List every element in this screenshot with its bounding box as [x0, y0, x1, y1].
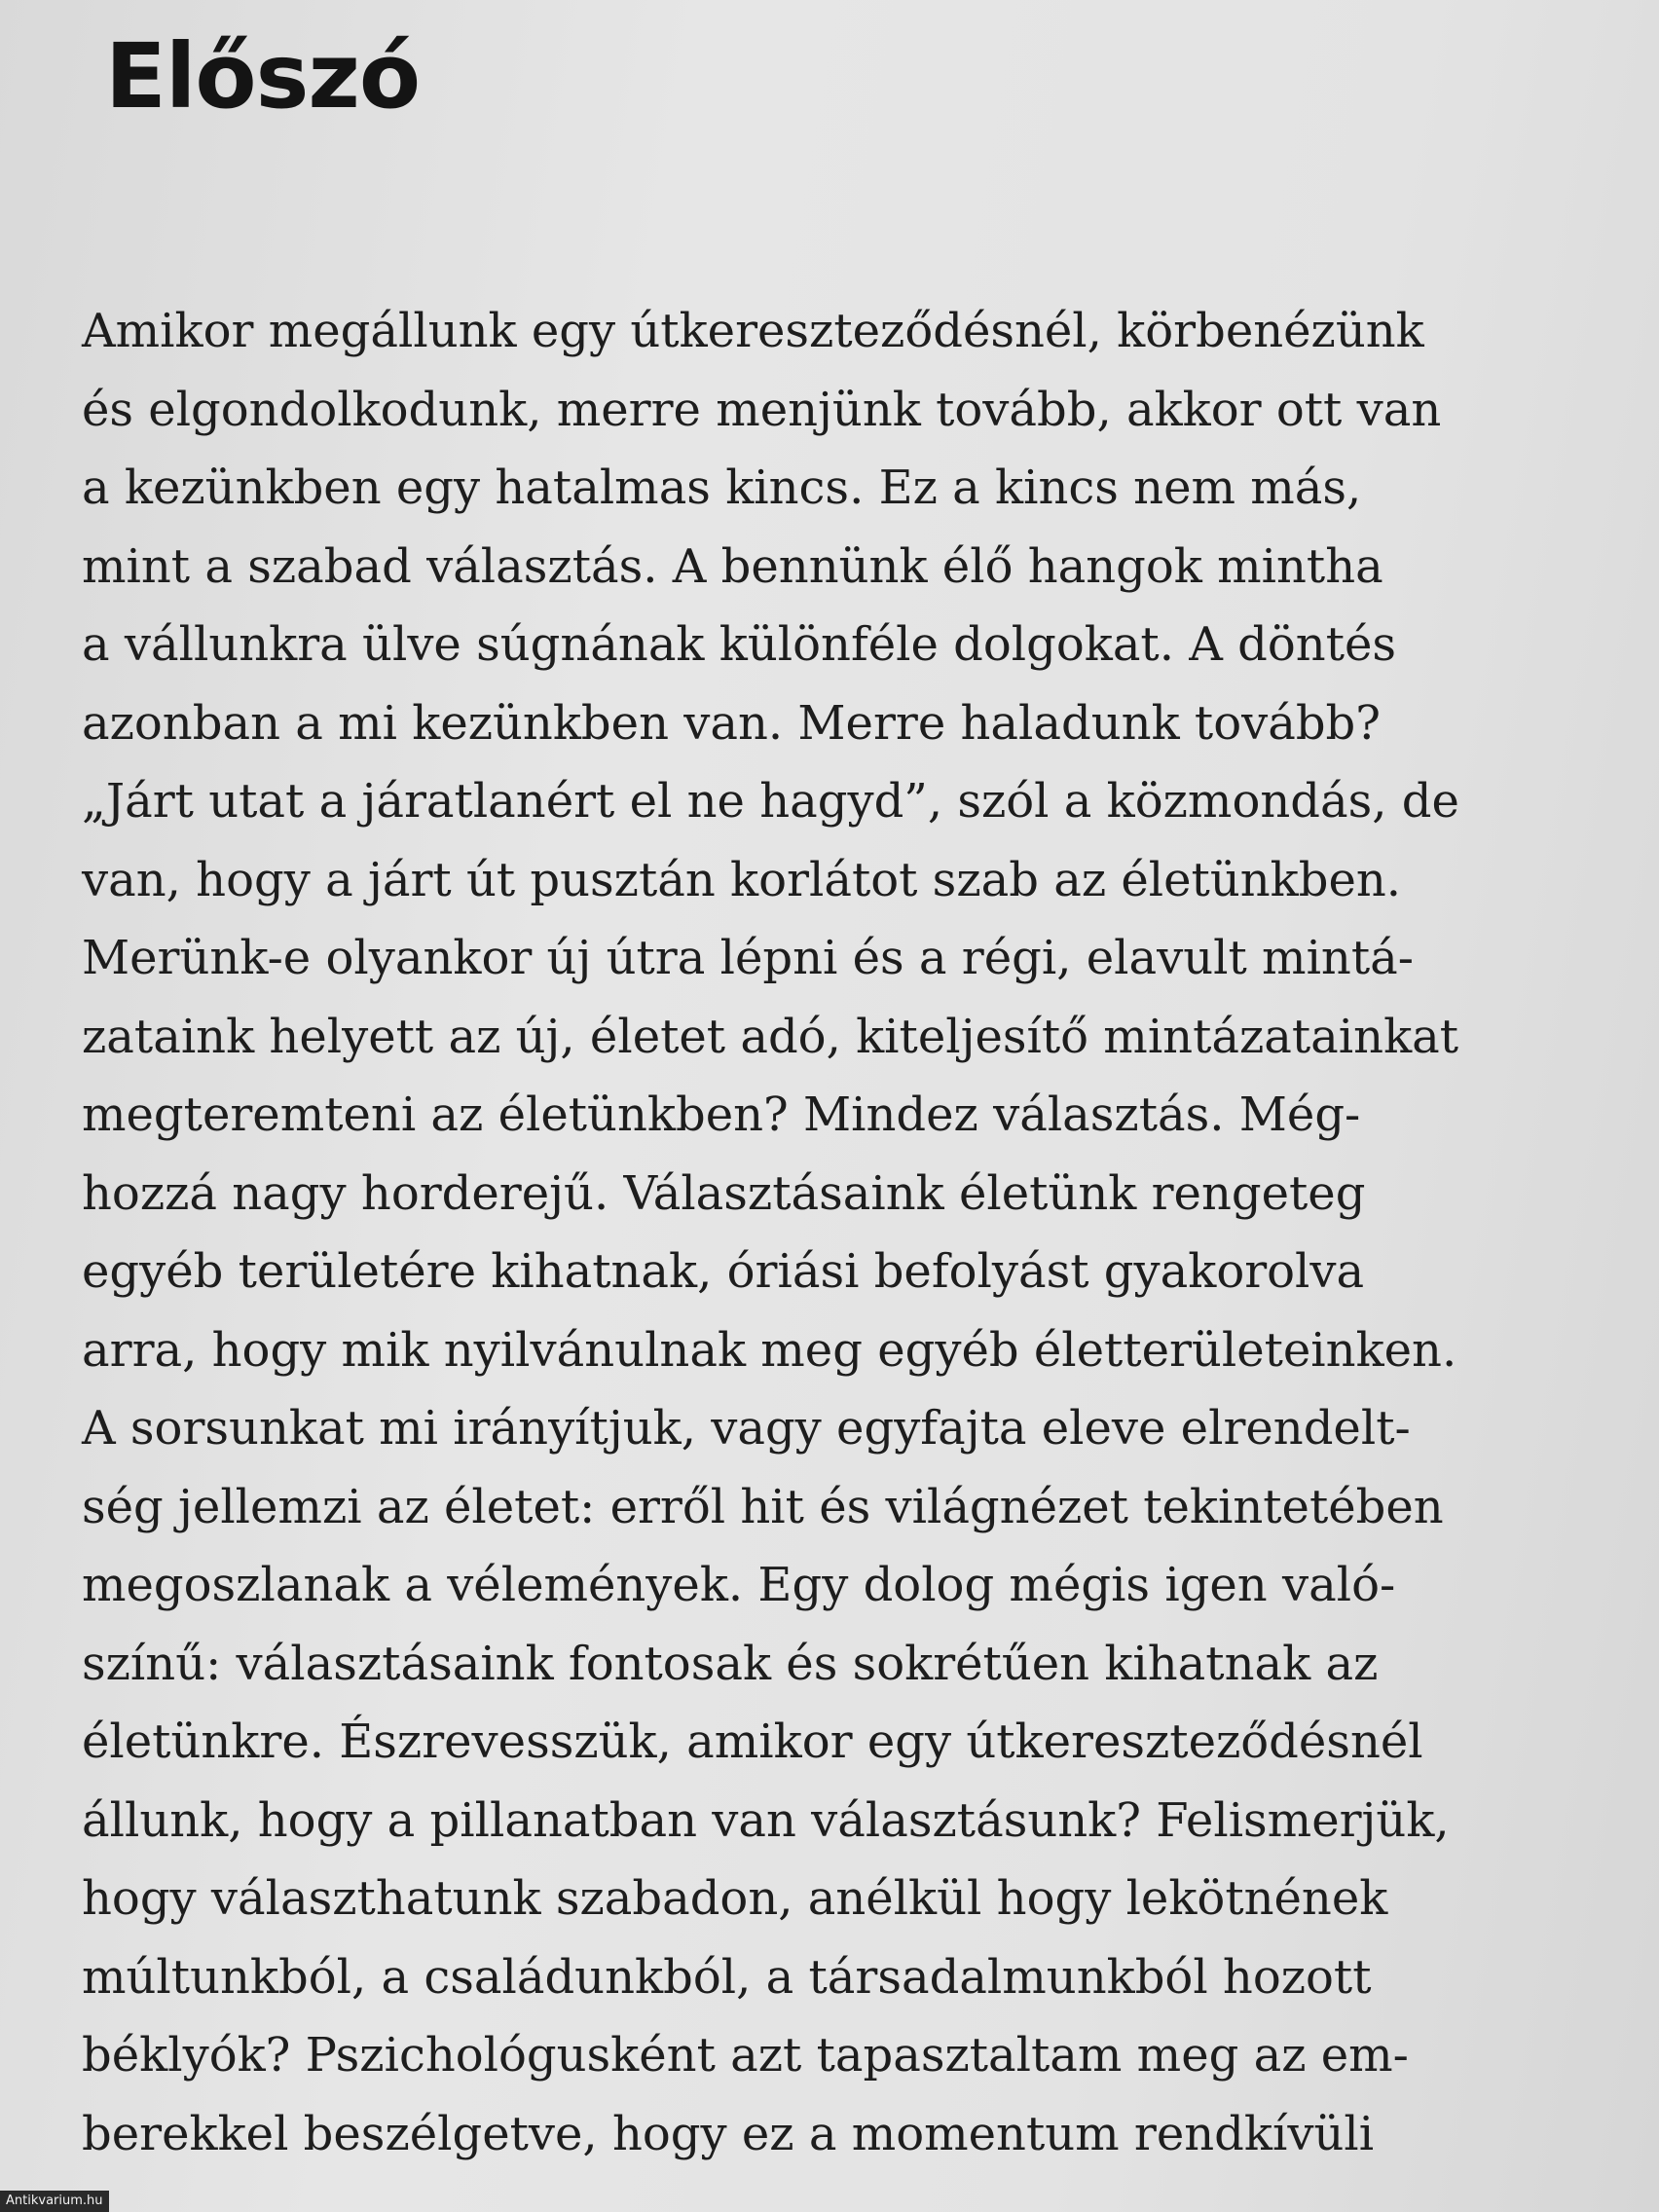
text-line: és elgondolkodunk, merre menjünk tovább, akkor ott van: [82, 382, 1442, 437]
text-line: hozzá nagy horderejű. Választásaink életünk rengeteg: [82, 1165, 1366, 1221]
text-line: berekkel beszélgetve, hogy ez a momentum rendkívüli: [82, 2106, 1375, 2161]
text-line: arra, hogy mik nyilvánulnak meg egyéb életterületeinken.: [82, 1322, 1457, 1378]
text-line: a vállunkra ülve súgnának különféle dolgokat. A döntés: [82, 617, 1397, 672]
text-line: van, hogy a járt út pusztán korlátot szab az életünkben.: [82, 852, 1402, 907]
text-line: életünkre. Észrevesszük, amikor egy útkereszteződésnél: [82, 1714, 1423, 1769]
text-line: állunk, hogy a pillanatban van választásunk? Felismerjük,: [82, 1792, 1450, 1848]
watermark: Antikvarium.hu: [0, 2191, 109, 2212]
text-line: „Járt utat a járatlanért el ne hagyd”, szól a közmondás, de: [82, 774, 1459, 829]
text-line: a kezünkben egy hatalmas kincs. Ez a kincs nem más,: [82, 461, 1362, 515]
text-line: azonban a mi kezünkben van. Merre haladunk tovább?: [82, 695, 1382, 751]
text-line: ség jellemzi az életet: erről hit és világnézet tekintetében: [82, 1479, 1444, 1534]
text-line: megoszlanak a vélemények. Egy dolog mégis igen való-: [82, 1558, 1396, 1612]
text-line: zataink helyett az új, életet adó, kiteljesítő mintázatainkat: [82, 1009, 1459, 1064]
text-line: színű: választásaink fontosak és sokrétűen kihatnak az: [82, 1636, 1379, 1691]
text-line: egyéb területére kihatnak, óriási befolyást gyakorolva: [82, 1244, 1365, 1299]
body-paragraph: [82, 292, 1459, 2173]
text-line: múltunkból, a családunkból, a társadalmunkból hozott: [82, 1949, 1372, 2005]
page-title: Előszó: [105, 24, 421, 129]
text-line: Amikor megállunk egy útkereszteződésnél, körbenézünk: [82, 304, 1424, 358]
text-line: béklyók? Pszichológusként azt tapasztaltam meg az em-: [82, 2028, 1409, 2083]
text-line: hogy választhatunk szabadon, anélkül hogy lekötnének: [82, 1871, 1388, 1926]
text-line: megteremteni az életünkben? Mindez választás. Még-: [82, 1088, 1361, 1142]
text-line: mint a szabad választás. A bennünk élő hangok mintha: [82, 538, 1383, 594]
text-line: Merünk-e olyankor új útra lépni és a régi, elavult mintá-: [82, 931, 1414, 985]
text-line: A sorsunkat mi irányítjuk, vagy egyfajta eleve elrendelt-: [82, 1401, 1411, 1456]
